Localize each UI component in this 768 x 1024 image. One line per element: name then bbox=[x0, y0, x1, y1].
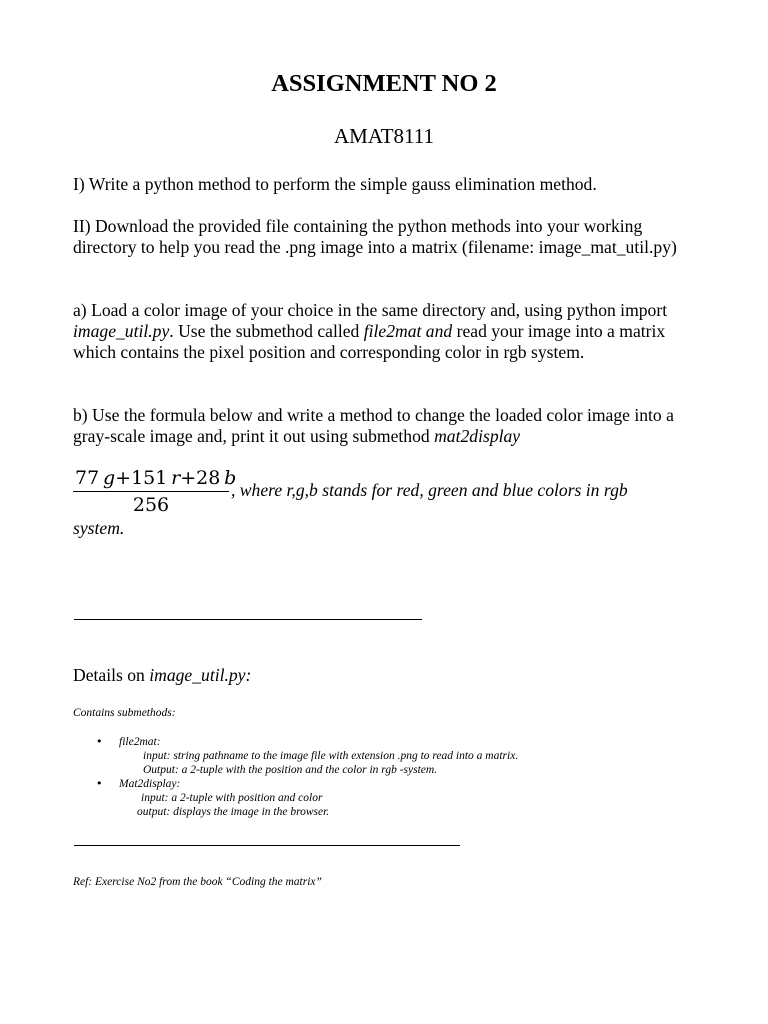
part-a-text-3: . Use the submethod called bbox=[169, 321, 364, 341]
footer-divider bbox=[74, 845, 460, 846]
formula-coef-1: 77 bbox=[75, 467, 100, 489]
part-b-submethod-name: mat2display bbox=[434, 426, 521, 446]
submethod-name-mat2display: Mat2display: bbox=[119, 778, 181, 790]
question-part-b bbox=[73, 405, 703, 447]
submethod-input-file2mat: input: string pathname to the image file with extension .png to read into a matrix. bbox=[143, 750, 519, 762]
bullet-mat2display: • bbox=[96, 777, 103, 790]
formula-numerator bbox=[73, 465, 237, 491]
submethod-name-file2mat: file2mat: bbox=[119, 736, 161, 748]
formula-var-r: r bbox=[171, 467, 181, 489]
formula-plus-2: + bbox=[180, 467, 197, 489]
part-a-text-1: a) Load a color image of your choice in the same directory and, using python import bbox=[73, 300, 668, 320]
part-a-text-5: read your image into a matrix which contains the pixel position and corresponding color in rgb system. bbox=[73, 321, 666, 362]
contains-label: Contains submethods: bbox=[73, 707, 176, 719]
formula-var-b: b bbox=[224, 467, 237, 489]
part-a-module-name: image_util.py bbox=[73, 321, 170, 341]
formula-denominator: 256 bbox=[132, 494, 170, 516]
grayscale-formula bbox=[73, 465, 237, 518]
submethod-input-mat2display: input: a 2-tuple with position and color bbox=[141, 792, 323, 804]
assignment-title: ASSIGNMENT NO 2 bbox=[271, 70, 497, 97]
question-part-a bbox=[73, 300, 703, 363]
details-heading bbox=[73, 664, 251, 686]
question-2: II) Download the provided file containing the python methods into your working directory to help you read the .png image into a matrix (filename: image_mat_util.py) bbox=[73, 216, 677, 257]
details-heading-file: image_util.py: bbox=[149, 665, 252, 685]
course-code: AMAT8111 bbox=[334, 124, 434, 148]
submethod-output-mat2display: output: displays the image in the browser. bbox=[137, 806, 330, 818]
section-divider bbox=[74, 619, 422, 620]
formula-description-cont: system. bbox=[73, 518, 125, 538]
formula-plus-1: + bbox=[115, 467, 132, 489]
details-heading-prefix: Details on bbox=[73, 665, 150, 685]
question-1: I) Write a python method to perform the simple gauss elimination method. bbox=[73, 174, 597, 194]
formula-description: , where r,g,b stands for red, green and blue colors in rgb bbox=[231, 480, 628, 500]
bullet-file2mat: • bbox=[96, 735, 103, 748]
reference-note: Ref: Exercise No2 from the book “Coding the matrix” bbox=[73, 876, 322, 888]
part-a-submethod-name: file2mat and bbox=[363, 321, 453, 341]
formula-coef-2: 151 bbox=[131, 467, 168, 489]
part-b-text-1: b) Use the formula below and write a method to change the loaded color image into a gray-scale image and, print it out using submethod bbox=[73, 405, 674, 446]
submethod-output-file2mat: Output: a 2-tuple with the position and the color in rgb -system. bbox=[143, 764, 438, 776]
formula-var-g: g bbox=[102, 467, 116, 489]
formula-coef-3: 28 bbox=[196, 467, 221, 489]
